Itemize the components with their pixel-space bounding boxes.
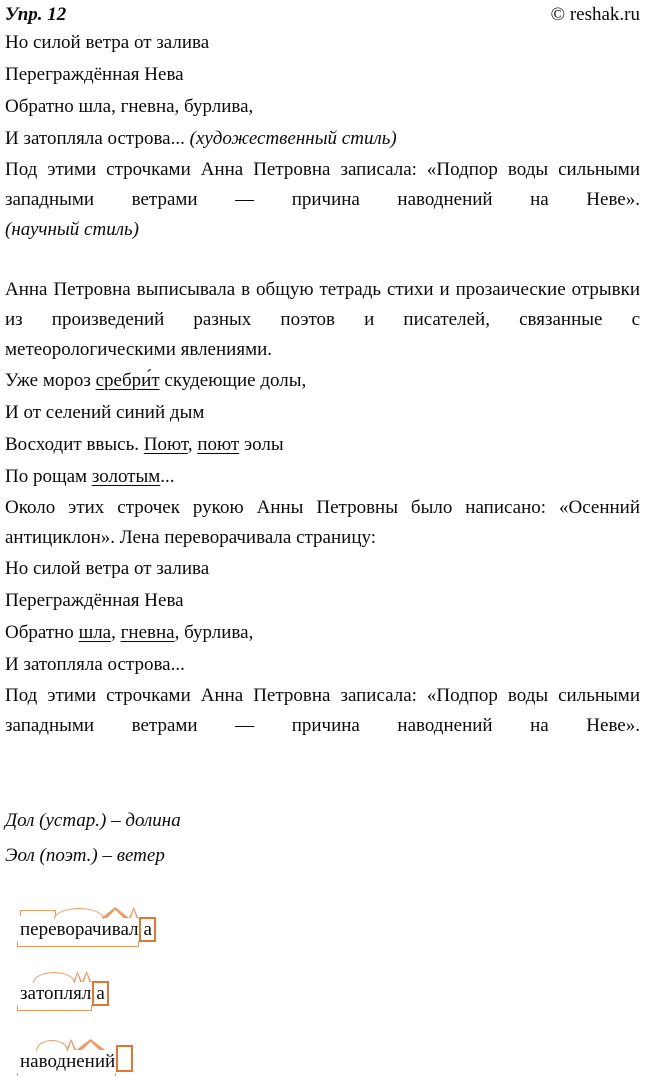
- underlined-word: золотым: [91, 466, 161, 487]
- morph-word-perevorachivala: [5, 901, 640, 965]
- suffix-caret-mark: ени: [76, 1051, 106, 1072]
- page-header: [5, 3, 640, 27]
- poem-line: Переграждённая Нева: [5, 590, 184, 611]
- style-note-artistic: (художественный стиль): [189, 128, 397, 149]
- morph-word-zatoplyala: [5, 965, 640, 1029]
- poem-line: И затопляла острова...: [5, 654, 185, 675]
- poem-line: Уже мороз сребри́т скудеющие долы,: [5, 370, 307, 391]
- underlined-word: сребри́т: [95, 370, 160, 391]
- prefix-mark: пере: [20, 919, 57, 940]
- poem-line: Обратно шла, гневна, бурлива,: [5, 622, 254, 643]
- paragraph-podpor: Под этими строчками Анна Петровна записала: «Подпор воды сильными западными ветрами — причина наводнений на Неве».: [5, 159, 640, 210]
- poem-line: Но силой ветра от залива: [5, 32, 210, 53]
- morphology-section: [5, 901, 640, 1076]
- zero-ending-box: [116, 1045, 133, 1072]
- poem-line: Переграждённая Нева: [5, 64, 184, 85]
- stem-bracket: [20, 919, 138, 941]
- poem-line: Восходит ввысь. Поют, поют эолы: [5, 434, 284, 455]
- paragraph-anna: Анна Петровна выписывала в общую тетрадь стихи и прозаические отрывки из произведений разных поэтов и писателей, связанные с метеорологическими явлениями.: [5, 279, 640, 360]
- poem-line: По рощам золотым...: [5, 466, 175, 487]
- suffix-caret-mark: я: [73, 983, 82, 1004]
- poem-line: И затопляла острова... (художественный стиль): [5, 128, 397, 149]
- stem-bracket: [20, 983, 91, 1005]
- poem-line: И от селений синий дым: [5, 402, 205, 423]
- section-gap: [5, 741, 640, 803]
- root-arc-mark: топл: [35, 983, 74, 1004]
- ending-box: а: [92, 981, 108, 1006]
- paragraph-podpor-2: Под этими строчками Анна Петровна записала: «Подпор воды сильными западными ветрами — причина наводнений на Неве».: [5, 685, 640, 736]
- prefix-plain: за: [20, 983, 36, 1004]
- section-gap: [5, 245, 640, 275]
- suffix-caret-mark: л: [81, 983, 92, 1004]
- root-arc-mark: ворач: [56, 919, 102, 940]
- dictionary-entry-dol: Дол (устар.) – долина: [5, 810, 181, 831]
- stem-tail: й: [105, 1051, 116, 1072]
- prefix-plain: на: [20, 1051, 39, 1072]
- ending-box: а: [139, 917, 155, 942]
- root-arc-mark: вод: [38, 1051, 67, 1072]
- suffix-caret-mark: н: [66, 1051, 77, 1072]
- exercise-title: Упр. 12: [5, 4, 67, 25]
- suffix-caret-mark: л: [128, 919, 139, 940]
- underlined-word: гневна: [120, 622, 175, 643]
- dictionary-entry-eol: Эол (поэт.) – ветер: [5, 845, 165, 866]
- style-note-scientific: (научный стиль): [5, 219, 139, 240]
- poem-line: Но силой ветра от залива: [5, 558, 210, 579]
- underlined-word: шла: [78, 622, 112, 643]
- suffix-caret-mark: ива: [101, 919, 129, 940]
- poem-line: Обратно шла, гневна, бурлива,: [5, 96, 254, 117]
- stem-bracket: [20, 1051, 115, 1073]
- underlined-word: Поют: [143, 434, 188, 455]
- copyright-label: © reshak.ru: [550, 4, 640, 25]
- morph-word-navodneniy: [5, 1029, 640, 1076]
- underlined-word: поют: [197, 434, 240, 455]
- paragraph-okolo: Около этих строчек рукою Анны Петровны было написано: «Осенний антициклон». Лена переворачивала страницу:: [5, 497, 640, 548]
